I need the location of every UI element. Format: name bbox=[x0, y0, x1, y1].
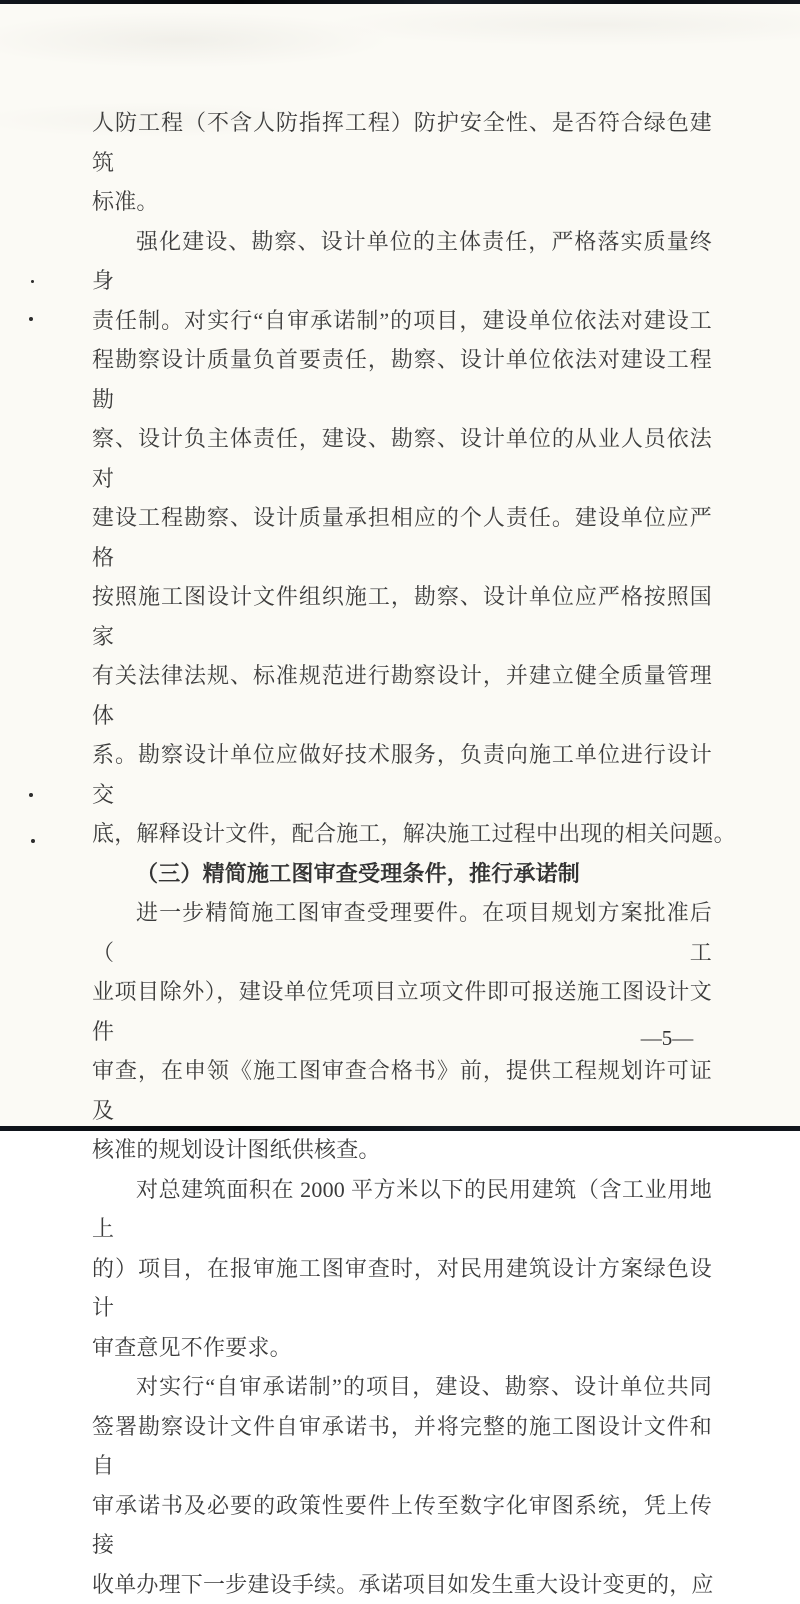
body-text-line: 按照施工图设计文件组织施工，勘察、设计单位应严格按照国家 bbox=[92, 577, 712, 656]
body-text-line: 签署勘察设计文件自审承诺书，并将完整的施工图设计文件和自 bbox=[92, 1407, 712, 1486]
body-text-line: 底，解释设计文件，配合施工，解决施工过程中出现的相关问题。 bbox=[92, 814, 712, 854]
scan-edge-top bbox=[0, 0, 800, 4]
scan-edge-bottom bbox=[0, 1126, 800, 1131]
margin-dot bbox=[31, 839, 35, 843]
body-text-line: 强化建设、勘察、设计单位的主体责任，严格落实质量终身 bbox=[92, 222, 712, 301]
body-text-line: 收单办理下一步建设手续。承诺项目如发生重大设计变更的，应 bbox=[92, 1565, 712, 1604]
body-text-line: 系。勘察设计单位应做好技术服务，负责向施工单位进行设计交 bbox=[92, 735, 712, 814]
body-text-line: 审查意见不作要求。 bbox=[92, 1328, 712, 1368]
body-text-line: 对实行“自审承诺制”的项目，建设、勘察、设计单位共同 bbox=[92, 1367, 712, 1407]
body-text-line: 程勘察设计质量负首要责任，勘察、设计单位依法对建设工程勘 bbox=[92, 340, 712, 419]
page-number: —5— bbox=[632, 1026, 702, 1051]
body-text-line: 进一步精简施工图审查受理要件。在项目规划方案批准后（工 bbox=[92, 893, 712, 972]
margin-dot bbox=[29, 317, 33, 321]
body-text-line: 标准。 bbox=[92, 182, 712, 222]
body-text-line: 察、设计负主体责任，建设、勘察、设计单位的从业人员依法对 bbox=[92, 419, 712, 498]
body-text-line: 审承诺书及必要的政策性要件上传至数字化审图系统，凭上传接 bbox=[92, 1486, 712, 1565]
body-text-line: 业项目除外），建设单位凭项目立项文件即可报送施工图设计文件 bbox=[92, 972, 712, 1051]
text-block bbox=[92, 103, 712, 1604]
margin-dot bbox=[31, 280, 34, 283]
body-text-line: 建设工程勘察、设计质量承担相应的个人责任。建设单位应严格 bbox=[92, 498, 712, 577]
margin-dot bbox=[29, 793, 33, 797]
body-text-line: 人防工程（不含人防指挥工程）防护安全性、是否符合绿色建筑 bbox=[92, 103, 712, 182]
body-text-line: 的）项目，在报审施工图审查时，对民用建筑设计方案绿色设计 bbox=[92, 1249, 712, 1328]
body-text-line: 对总建筑面积在 2000 平方米以下的民用建筑（含工业用地上 bbox=[92, 1170, 712, 1249]
section-heading-line: （三）精简施工图审查受理条件，推行承诺制 bbox=[92, 854, 712, 894]
body-text-line: 审查，在申领《施工图审查合格书》前，提供工程规划许可证及 bbox=[92, 1051, 712, 1130]
body-text-line: 有关法律法规、标准规范进行勘察设计，并建立健全质量管理体 bbox=[92, 656, 712, 735]
body-text-line: 核准的规划设计图纸供核查。 bbox=[92, 1130, 712, 1170]
body-text-line: 责任制。对实行“自审承诺制”的项目，建设单位依法对建设工 bbox=[92, 301, 712, 341]
